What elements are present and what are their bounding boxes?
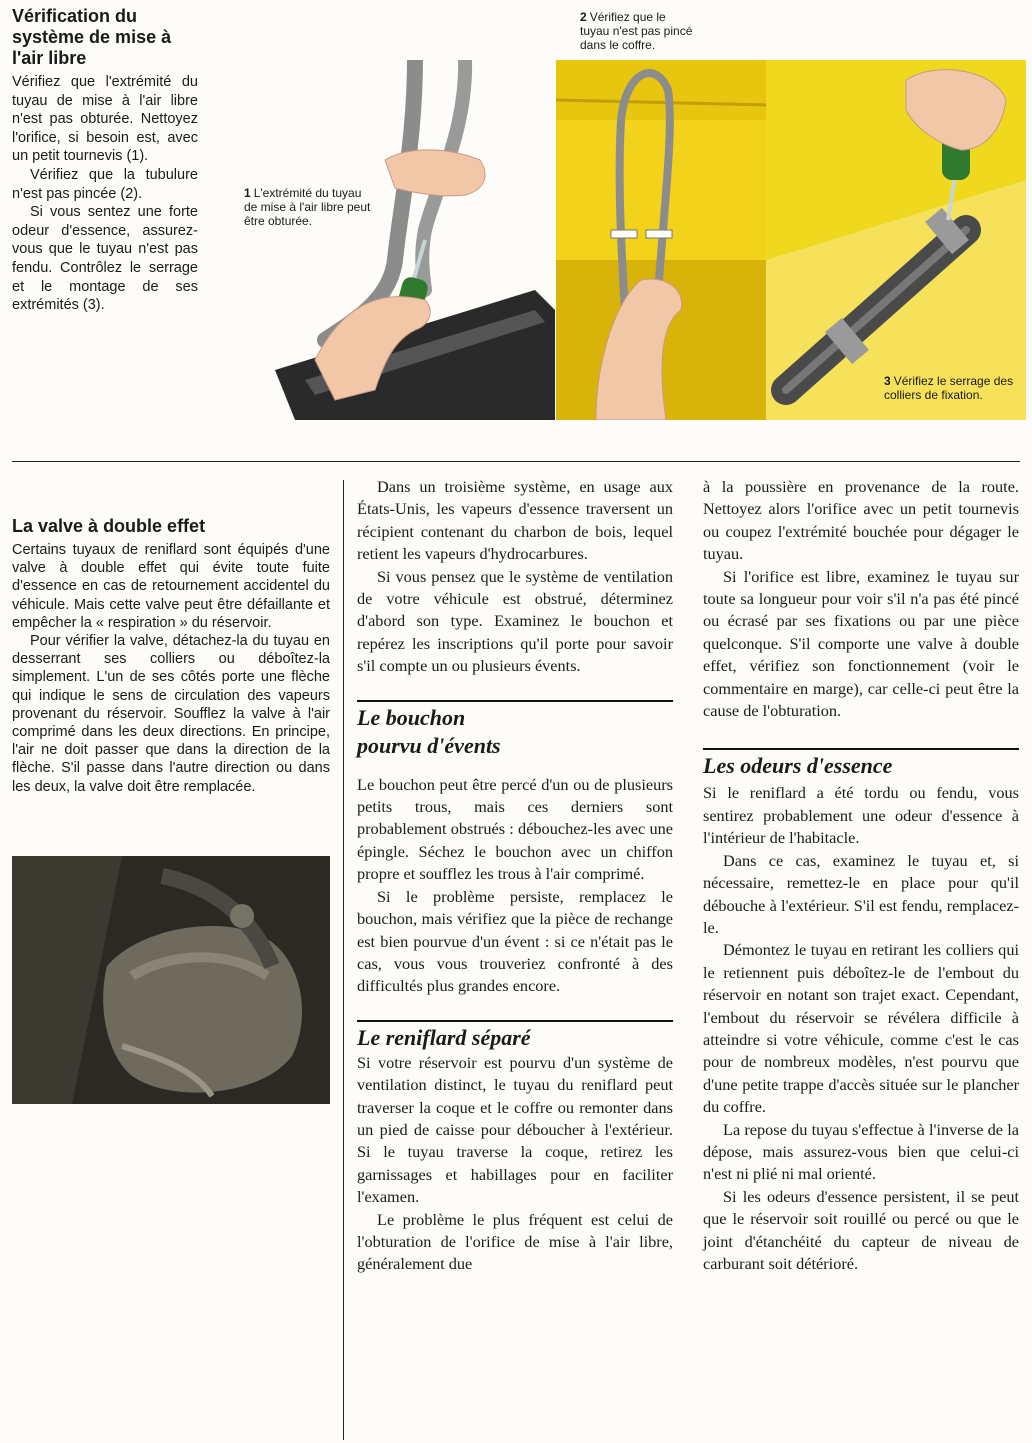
intro-box [12, 6, 198, 315]
caption-text: Vérifiez le serrage des colliers de fixation. [884, 374, 1014, 402]
paragraph: Si votre réservoir est pourvu d'un système de ventilation distinct, le tuyau du reniflard peut traverser la coque et le coffre ou remonter dans un pied de caisse pour déboucher à l'extérieur. Si le tuyau traverse la coque, retirez les garnissages et habillages pour en faciliter l'examen. [357, 1052, 673, 1207]
illustration-trunk-hose [556, 60, 766, 420]
valve-sidebar [12, 516, 330, 796]
paragraph: Le bouchon peut être percé d'un ou de plusieurs petits trous, mais ces derniers sont probablement obstrués : débouchez-les avec une épingle. Séchez le bouchon avec un chiffon propre et soufflez les trous à l'air comprimé. [357, 774, 673, 884]
caption-number: 2 [580, 10, 587, 24]
right-column [703, 476, 1019, 1275]
paragraph: Si le problème persiste, remplacez le bouchon, mais vérifiez que la pièce de rechange est bien pourvue d'un évent : si ce n'était pas le cas, vous vous trouveriez confronté à des difficultés plus grandes encore. [357, 886, 673, 996]
paragraph: Certains tuyaux de reniflard sont équipés d'une valve à double effet qui évite toute fuite d'essence en cas de retournement accidentel du véhicule. Mais cette valve peut être défaillante et empêcher la « respiration » du réservoir. [12, 542, 330, 631]
caption-3 [884, 374, 1020, 402]
paragraph: Dans ce cas, examinez le tuyau et, si nécessaire, remettez-le en place pour qu'il débouche à l'extérieur. S'il est fendu, remplacez-le. [703, 850, 1019, 937]
section-title-valve: La valve à double effet [12, 516, 206, 536]
paragraph: Si les odeurs d'essence persistent, il se peut que le réservoir soit rouillé ou percé ou que le joint d'étanchéité du capteur de niveau de carburant soit détérioré. [703, 1186, 1019, 1273]
caption-2 [580, 10, 698, 52]
section-title-bouchon [357, 700, 673, 760]
illustration-hose-end [235, 60, 555, 420]
middle-column [357, 476, 673, 1276]
section-title-reniflard: Le reniflard séparé [357, 1020, 673, 1052]
section-title-odeurs: Les odeurs d'essence [703, 748, 1019, 780]
horizontal-divider [12, 461, 1020, 462]
paragraph: Si l'orifice est libre, examinez le tuyau sur toute sa longueur pour voir s'il n'a pas été pincé ou écrasé par ses fixations ou par une pièce quelconque. S'il comporte une valve à double effet, vérifiez son fonctionnement (voir le commentaire en marge), car celle-ci peut être la cause de l'obturation. [703, 566, 1019, 721]
section-title-verification: Vérification du système de mise à l'air libre [12, 6, 172, 68]
paragraph: Si vous sentez une forte odeur d'essence, assurez-vous que le tuyau n'est pas fendu. Contrôlez le serrage et le montage de ses extrémités (3). [12, 204, 198, 314]
illustration-clamp [766, 60, 1026, 420]
column-separator [343, 480, 344, 1440]
caption-1 [244, 186, 372, 228]
paragraph: Vérifiez que la tubulure n'est pas pincée (2). [12, 166, 198, 202]
caption-number: 1 [244, 186, 251, 200]
paragraph: La repose du tuyau s'effectue à l'inverse de la dépose, mais assurez-vous bien que celui-ci n'est ni plié ni mal orienté. [703, 1119, 1019, 1184]
paragraph: Démontez le tuyau en retirant les colliers qui le retiennent puis déboîtez-le de l'embout du réservoir en notant son trajet exact. Cependant, l'embout du réservoir se révélera difficile à atteindre si votre véhicule, comme c'est le cas pour de nombreux modèles, n'est pourvu que d'une petite trappe d'accès située sur le plancher du coffre. [703, 940, 1019, 1117]
section-title-line: pourvu d'évents [357, 732, 501, 758]
paragraph: Pour vérifier la valve, détachez-la du tuyau en desserrant ses colliers ou déboîtez-la simplement. L'un de ses côtés porte une flèche qui indique le sens de circulation des vapeurs provenant du réservoir. Soufflez la valve à l'air comprimé dans les deux directions. En principe, l'air ne doit passer que dans la direction de la flèche. S'il passe dans l'autre direction ou dans les deux, la valve doit être remplacée. [12, 633, 330, 795]
paragraph: Dans un troisième système, en usage aux États-Unis, les vapeurs d'essence traversent un récipient contenant du charbon de bois, lequel retient les vapeurs d'hydrocarbures. [357, 477, 673, 564]
paragraph: Le problème le plus fréquent est celui de l'obturation de l'orifice de mise à l'air libre, généralement due [357, 1209, 673, 1274]
photo-valve [12, 856, 330, 1104]
section-title-line: Le bouchon [357, 704, 466, 730]
paragraph: à la poussière en provenance de la route. Nettoyez alors l'orifice avec un petit tournevis ou coupez l'extrémité bouchée pour dégager le tuyau. [703, 477, 1019, 564]
paragraph: Si le reniflard a été tordu ou fendu, vous sentirez probablement une odeur d'essence à l'intérieur de l'habitacle. [703, 783, 1019, 848]
paragraph: Vérifiez que l'extrémité du tuyau de mise à l'air libre n'est pas obturée. Nettoyez l'orifice, si besoin est, avec un petit tournevis (1). [12, 74, 198, 165]
caption-text: Vérifiez que le tuyau n'est pas pincé dans le coffre. [580, 10, 693, 52]
caption-number: 3 [884, 374, 891, 388]
caption-text: L'extrémité du tuyau de mise à l'air libre peut être obturée. [244, 186, 371, 228]
paragraph: Si vous pensez que le système de ventilation de votre véhicule est obstrué, déterminez d'abord son type. Examinez le bouchon et repérez les inscriptions qu'il porte pour savoir s'il compte un ou plusieurs évents. [357, 566, 673, 676]
